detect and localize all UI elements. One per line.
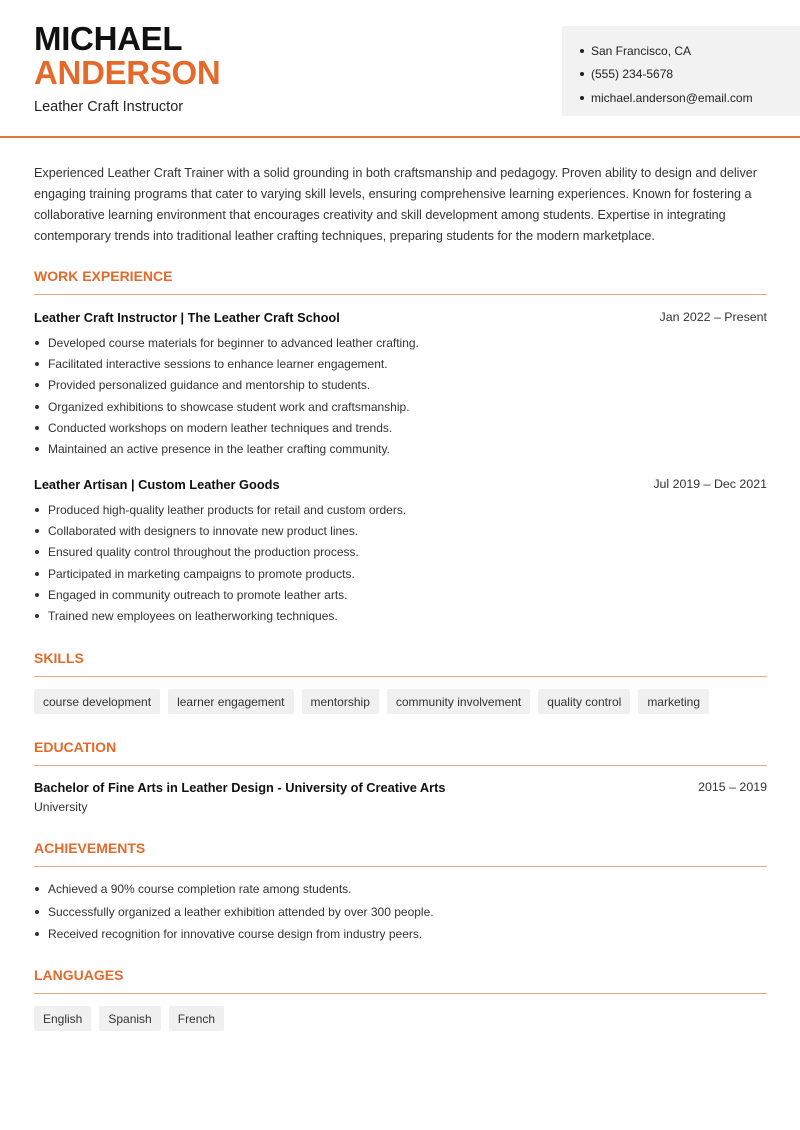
job-date: Jan 2022 – Present — [659, 310, 767, 324]
degree-title: Bachelor of Fine Arts in Leather Design - University of Creative Arts — [34, 780, 446, 795]
summary-paragraph: Experienced Leather Craft Trainer with a solid grounding in both craftsmanship and pedagogy. Proven ability to design and deliver engaging training programs that cater to varying skill levels, ensuring comprehensive learning experiences. Known for fostering a collaborative learning environment that encourages creativity and skill development among students. Expertise in integrating contemporary trends into traditional leather crafting techniques, preparing students for the modern marketplace. — [34, 166, 757, 243]
skills-tags — [34, 689, 709, 714]
language-tag: English — [34, 1006, 91, 1031]
bullet-icon — [35, 550, 39, 554]
list-item — [34, 563, 767, 584]
bullet-icon — [35, 593, 39, 597]
list-item — [34, 375, 767, 396]
list-item — [34, 605, 767, 626]
email-text: michael.anderson@email.com — [591, 90, 753, 105]
bullet-text: Received recognition for innovative course design from industry peers. — [48, 927, 423, 942]
bullet-icon — [35, 383, 39, 387]
bullet-icon — [35, 932, 39, 936]
contact-location — [580, 39, 800, 63]
contact-box — [562, 26, 800, 116]
bullet-icon — [35, 887, 39, 891]
job-role: Leather Craft Instructor — [34, 99, 184, 115]
job-date: Jul 2019 – Dec 2021 — [653, 477, 767, 491]
skill-tag: community involvement — [387, 689, 530, 714]
section-title-education: EDUCATION — [34, 739, 767, 766]
skill-tag: marketing — [638, 689, 709, 714]
bullet-text: Maintained an active presence in the leather crafting community. — [48, 442, 390, 457]
bullet-text: Successfully organized a leather exhibition attended by over 300 people. — [48, 904, 434, 919]
education-date: 2015 – 2019 — [698, 780, 767, 794]
list-item — [34, 584, 767, 605]
languages-tags — [34, 1006, 224, 1031]
bullet-text: Developed course materials for beginner to advanced leather crafting. — [48, 335, 419, 350]
contact-email — [580, 86, 800, 110]
list-item — [34, 923, 767, 946]
bullet-text: Collaborated with designers to innovate new product lines. — [48, 523, 359, 538]
bullet-icon — [35, 508, 39, 512]
education-header — [34, 780, 767, 795]
bullet-text: Facilitated interactive sessions to enhance learner engagement. — [48, 356, 388, 371]
bullet-icon — [35, 426, 39, 430]
bullet-icon — [35, 341, 39, 345]
list-item — [34, 901, 767, 924]
list-item — [34, 878, 767, 901]
bullet-icon — [35, 910, 39, 914]
last-name: ANDERSON — [34, 54, 221, 91]
list-item — [34, 542, 767, 563]
list-item — [34, 520, 767, 541]
job-bullets — [34, 499, 767, 627]
bullet-icon — [35, 614, 39, 618]
list-item — [34, 438, 767, 459]
skill-tag: learner engagement — [168, 689, 293, 714]
bullet-text: Conducted workshops on modern leather techniques and trends. — [48, 420, 393, 435]
bullet-icon — [580, 49, 584, 53]
list-item — [34, 332, 767, 353]
first-name: MICHAEL — [34, 20, 183, 57]
achievements-list — [34, 878, 767, 946]
bullet-text: Ensured quality control throughout the production process. — [48, 545, 359, 560]
bullet-icon — [35, 405, 39, 409]
bullet-text: Produced high-quality leather products for retail and custom orders. — [48, 502, 407, 517]
skill-tag: course development — [34, 689, 160, 714]
bullet-text: Trained new employees on leatherworking techniques. — [48, 609, 338, 624]
section-title-skills: SKILLS — [34, 650, 767, 677]
full-name — [34, 22, 220, 90]
list-item — [34, 499, 767, 520]
section-title-achievements: ACHIEVEMENTS — [34, 840, 767, 867]
skill-tag: quality control — [538, 689, 630, 714]
list-item — [34, 353, 767, 374]
education-institution: University — [34, 800, 88, 814]
phone-text: (555) 234-5678 — [591, 67, 674, 82]
job-bullets — [34, 332, 767, 460]
bullet-icon — [580, 72, 584, 76]
bullet-text: Participated in marketing campaigns to promote products. — [48, 566, 355, 581]
section-title-work: WORK EXPERIENCE — [34, 268, 767, 295]
language-tag: French — [169, 1006, 224, 1031]
list-item — [34, 417, 767, 438]
bullet-icon — [35, 362, 39, 366]
bullet-icon — [35, 529, 39, 533]
resume-header — [0, 0, 800, 138]
bullet-text: Engaged in community outreach to promote leather arts. — [48, 587, 348, 602]
bullet-text: Provided personalized guidance and mentorship to students. — [48, 378, 371, 393]
bullet-icon — [580, 96, 584, 100]
section-title-languages: LANGUAGES — [34, 967, 767, 994]
job-header — [34, 310, 767, 325]
bullet-text: Organized exhibitions to showcase student work and craftsmanship. — [48, 399, 410, 414]
bullet-icon — [35, 572, 39, 576]
job-title: Leather Artisan | Custom Leather Goods — [34, 477, 280, 492]
job-title: Leather Craft Instructor | The Leather Craft School — [34, 310, 340, 325]
contact-phone — [580, 63, 800, 87]
bullet-icon — [35, 447, 39, 451]
language-tag: Spanish — [99, 1006, 160, 1031]
location-text: San Francisco, CA — [591, 43, 692, 58]
bullet-text: Achieved a 90% course completion rate among students. — [48, 882, 352, 897]
skill-tag: mentorship — [302, 689, 379, 714]
list-item — [34, 396, 767, 417]
job-header — [34, 477, 767, 492]
